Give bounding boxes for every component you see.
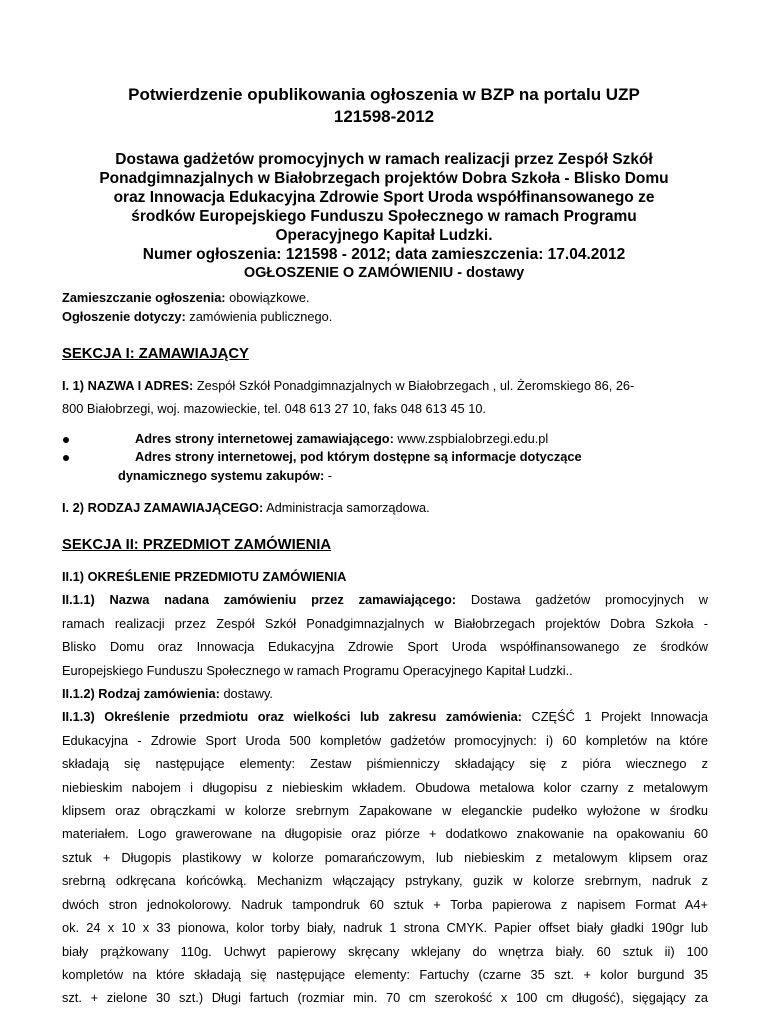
subtitle-line: środków Europejskiego Funduszu Społecznego w ramach Programu xyxy=(131,208,637,225)
section-2-body xyxy=(62,565,708,1010)
subtitle-line: Dostawa gadżetów promocyjnych w ramach realizacji przez Zespół Szkół xyxy=(115,151,653,168)
description-line: niebieskim nabojem i długopisu z niebieskim wkładem. Obudowa metalowa kolor czarny z metalowym xyxy=(62,779,708,795)
document-title xyxy=(60,84,708,128)
title-line-2: 121598-2012 xyxy=(333,107,435,126)
order-name-line: ramach realizacji przez Zespół Szkół Ponadgimnazjalnych w Białobrzegach projektów Dobra Szkoła - xyxy=(62,615,708,631)
dps-label-line-1: Adres strony internetowej, pod którym dostępne są informacje dotyczące xyxy=(135,449,582,464)
description-line: Edukacyjna - Zdrowie Sport Uroda 500 kompletów gadżetów promocyjnych: i) 60 kompletów na które xyxy=(62,732,708,748)
description-line: ok. 24 x 10 x 33 pionowa, kolor torby biały, nadruk 1 strona CMYK. Papier offset biały gładki 190gr lub xyxy=(62,920,708,936)
order-name-line: Blisko Domu oraz Innowacja Edukacyjna Zdrowie Sport Uroda współfinansowanego ze środków xyxy=(62,639,708,655)
concerns-row xyxy=(62,307,702,326)
description-line: biały prążkowany 110g. Uchwyt papierowy skręcany wklejany do wnętrza biały. 60 sztuk ii) 100 xyxy=(62,943,708,959)
description-line: składają się następujące elementy: Zestaw piśmienniczy składający się z pióra wiecznego z xyxy=(62,756,708,772)
description-value: CZĘŚĆ 1 Projekt Innowacja xyxy=(531,709,708,725)
name-address-line: 800 Białobrzegi, woj. mazowieckie, tel. 048 613 27 10, faks 048 613 45 10. xyxy=(62,401,486,417)
announcement-heading: OGŁOSZENIE O ZAMÓWIENIU - dostawy xyxy=(243,265,525,281)
name-value: Zespół Szkół Ponadgimnazjalnych w Białobrzegach , ul. Żeromskiego 86, 26- xyxy=(196,378,635,393)
description-line: srebrną odkręcana końcówką. Mechanizm włączający pstrykany, guzik w kolorze srebrnym, nadruk z xyxy=(62,873,708,889)
posting-value: obowiązkowe. xyxy=(229,290,310,305)
subtitle-line: Numer ogłoszenia: 121598 - 2012; data zamieszczenia: 17.04.2012 xyxy=(142,246,626,263)
dps-row xyxy=(118,464,332,487)
description-line: szt. + zielone 30 szt.) Długi fartuch (rozmiar min. 70 cm szerokość x 100 cm długość), sięgający za xyxy=(62,990,708,1006)
subtitle-line: oraz Innowacja Edukacyjna Zdrowie Sport Uroda współfinansowanego ze xyxy=(113,189,655,206)
order-name-line xyxy=(62,588,708,611)
concerns-label: Ogłoszenie dotyczy: xyxy=(62,309,186,324)
order-kind-value: dostawy. xyxy=(223,686,273,702)
authority-type-label: I. 2) RODZAJ ZAMAWIAJĄCEGO: xyxy=(62,500,264,515)
title-line-1: Potwierdzenie opublikowania ogłoszenia w BZP na portalu UZP xyxy=(128,85,640,104)
subtitle-line: Operacyjnego Kapitał Ludzki. xyxy=(275,227,493,244)
order-kind-label: II.1.2) Rodzaj zamówienia: xyxy=(62,686,220,702)
order-name-value: Dostawa gadżetów promocyjnych w xyxy=(470,592,708,608)
posting-row xyxy=(62,288,702,307)
subtitle-line: Ponadgimnazjalnych w Białobrzegach projektów Dobra Szkoła - Blisko Domu xyxy=(99,170,669,187)
section-1-heading: SEKCJA I: ZAMAWIAJĄCY xyxy=(62,346,249,362)
description-line: klipsem oraz obrączkami w kolorze srebrnym Zapakowane w eleganckie pudełko wyłożone w środku xyxy=(62,803,708,819)
authority-type-row xyxy=(62,496,708,519)
order-name-line: Europejskiego Funduszu Społecznego w ramach Programu Operacyjnego Kapitał Ludzki.. xyxy=(62,662,573,678)
order-name-label: II.1.1) Nazwa nadana zamówieniu przez zamawiającego: xyxy=(62,592,457,608)
description-line: kompletów na które składają się następujące elementy: Fartuchy (czarne 35 szt. + kolor burgund 35 xyxy=(62,966,708,982)
dps-value: - xyxy=(327,468,333,483)
bullet-icon xyxy=(63,437,69,443)
concerns-value: zamówienia publicznego. xyxy=(189,309,333,324)
description-line: dwóch stron jednokolorowy. Nadruk tampondruk 60 sztuk + Torba papierowa z napisem Format A4+ xyxy=(62,896,708,912)
description-line xyxy=(62,705,708,728)
dps-label-line-2: dynamicznego systemu zakupów: xyxy=(118,468,325,483)
posting-label: Zamieszczanie ogłoszenia: xyxy=(62,290,226,305)
description-label: II.1.3) Określenie przedmiotu oraz wielkości lub zakresu zamówienia: xyxy=(62,709,522,725)
description-line: materiałem. Logo grawerowane na długopisie oraz piórze + dodatkowo znakowanie na opakowaniu 60 xyxy=(62,826,708,842)
subject-subheading: II.1) OKREŚLENIE PRZEDMIOTU ZAMÓWIENIA xyxy=(62,569,347,584)
document-subtitle xyxy=(60,150,708,264)
section-2-heading: SEKCJA II: PRZEDMIOT ZAMÓWIENIA xyxy=(62,537,332,553)
contracting-authority-name xyxy=(62,374,708,421)
name-label: I. 1) NAZWA I ADRES: xyxy=(62,378,194,393)
authority-type-value: Administracja samorządowa. xyxy=(266,500,430,515)
website-label: Adres strony internetowej zamawiającego: xyxy=(135,431,394,446)
bullet-icon xyxy=(63,455,69,461)
website-link[interactable]: www.zspbialobrzegi.edu.pl xyxy=(397,431,549,446)
description-line: sztuk + Długopis plastikowy w kolorze pomarańczowym, lub niebieskim z metalowym klipsem oraz xyxy=(62,849,708,865)
